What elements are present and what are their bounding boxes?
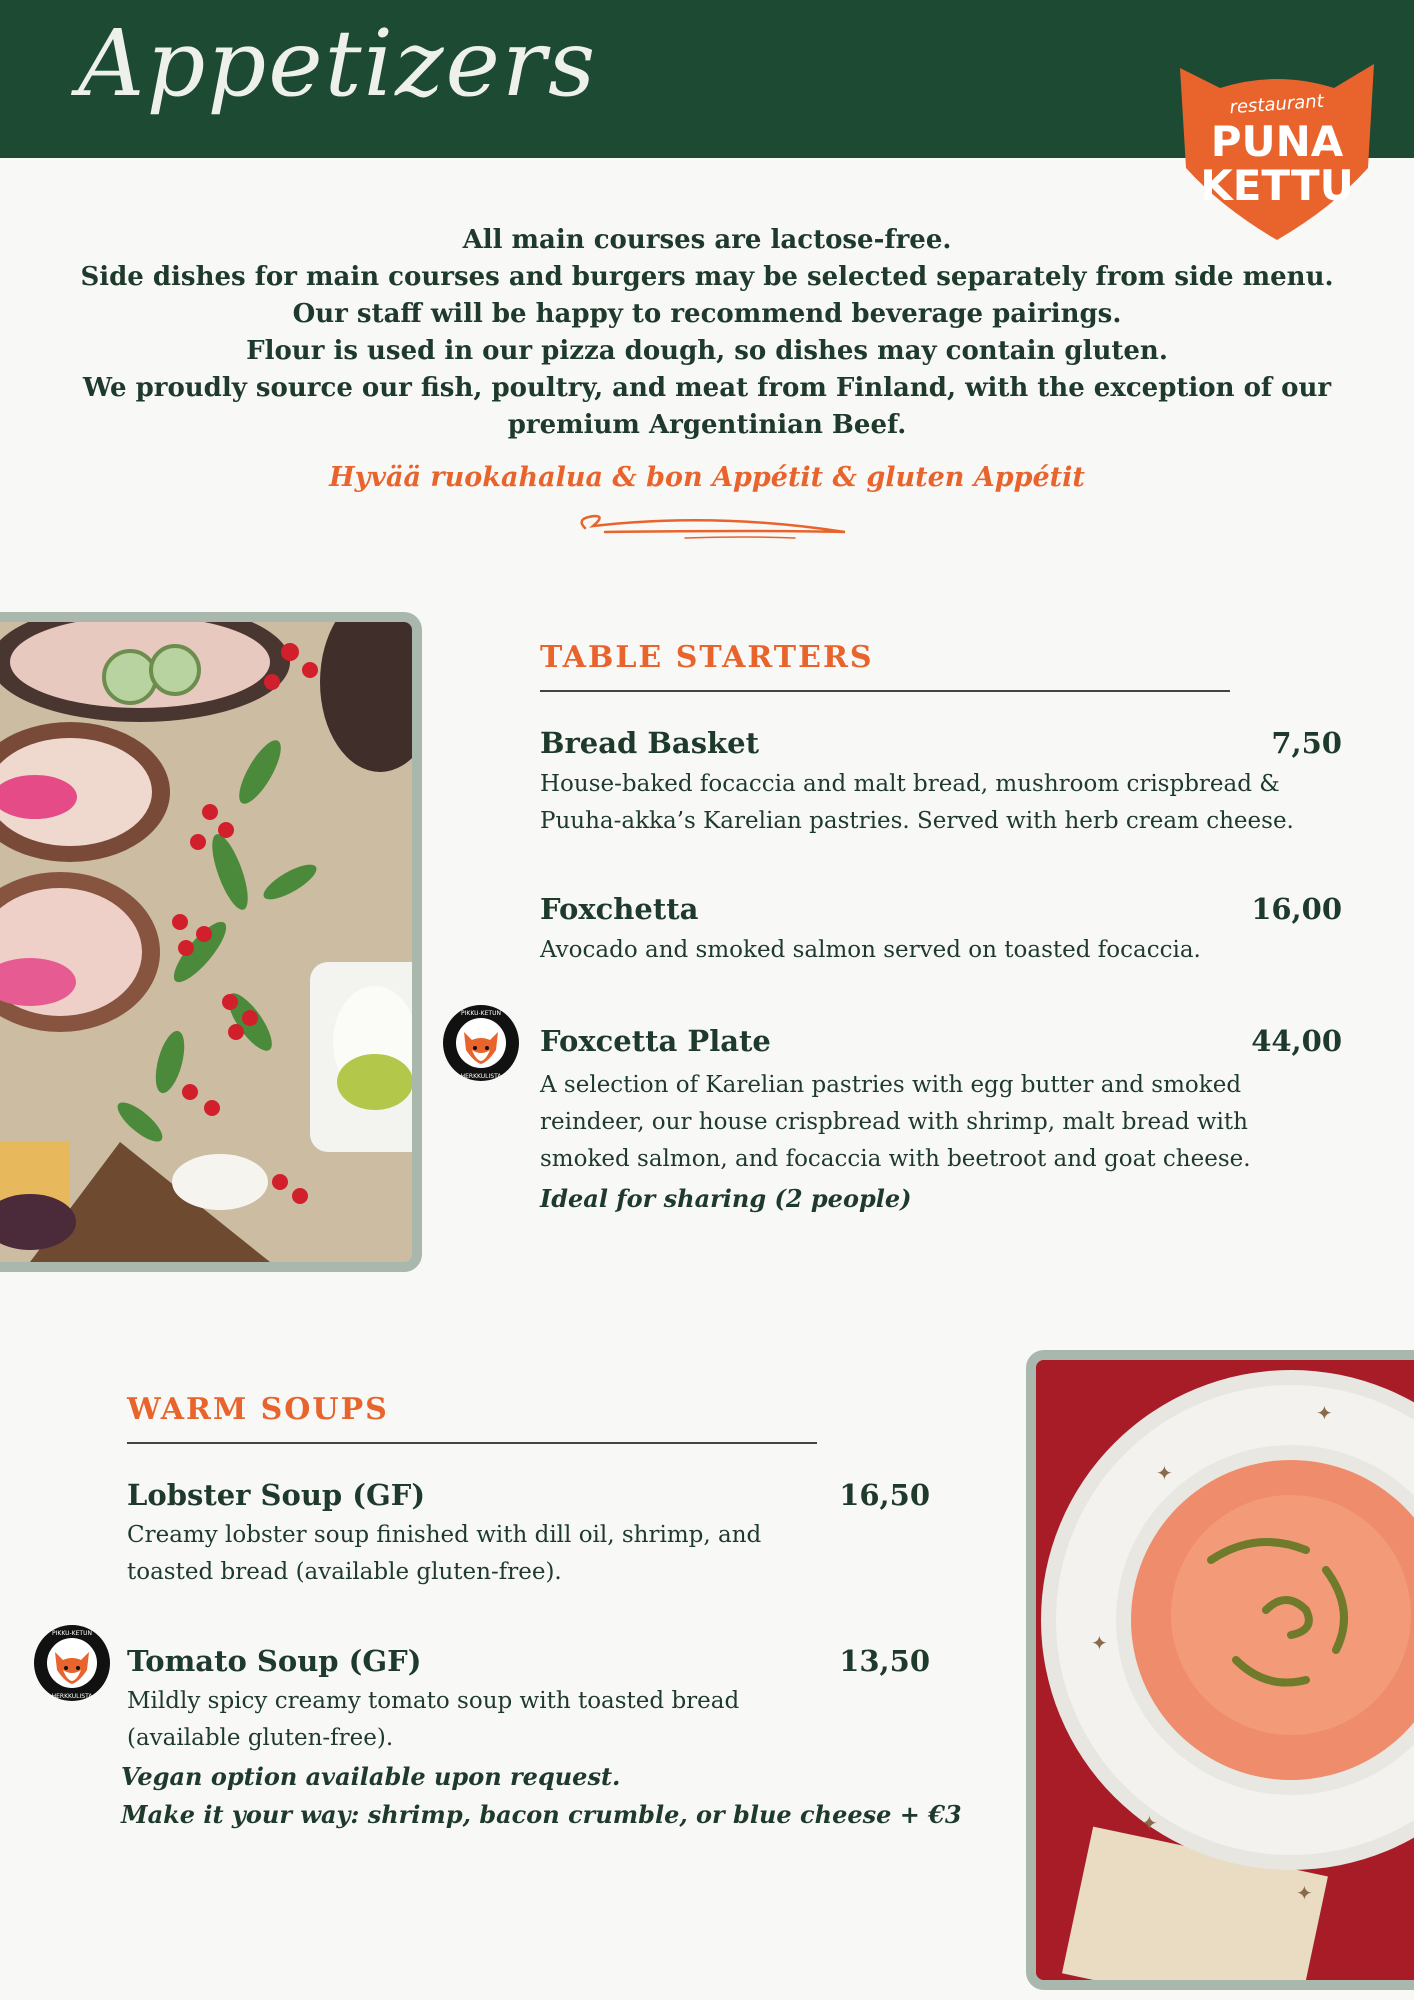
tagline: Hyvää ruokahalua & bon Appétit & gluten Appétit bbox=[329, 462, 1085, 493]
description-line: Puuha-akka’s Karelian pastries. Served with herb cream cheese. bbox=[540, 808, 1294, 834]
logo-word-puna: PUNA bbox=[1210, 117, 1344, 166]
item-price-tomato-soup: 13,50 bbox=[839, 1644, 930, 1678]
soup-note-add-ons: Make it your way: shrimp, bacon crumble, or blue cheese + €3 bbox=[121, 1800, 962, 1829]
item-description-lobster-soup bbox=[127, 1517, 761, 1591]
badge-bottom-text: HERKKULISTA bbox=[51, 1693, 93, 1700]
section-divider bbox=[127, 1442, 817, 1444]
description-line: reindeer, our house crispbread with shrimp, malt bread with bbox=[540, 1109, 1248, 1135]
item-name-lobster-soup: Lobster Soup (GF) bbox=[127, 1478, 426, 1512]
item-name-foxchetta: Foxchetta bbox=[540, 892, 699, 926]
decorative-swash bbox=[565, 506, 855, 546]
description-line: Mildly spicy creamy tomato soup with toasted bread bbox=[127, 1688, 740, 1714]
page-title: Appetizers bbox=[78, 10, 598, 117]
item-price-foxcetta-plate: 44,00 bbox=[1251, 1024, 1342, 1058]
description-line: smoked salmon, and focaccia with beetroot and goat cheese. bbox=[540, 1146, 1251, 1172]
item-price-lobster-soup: 16,50 bbox=[839, 1478, 930, 1512]
item-description-foxchetta bbox=[540, 932, 1201, 969]
item-name-bread-basket: Bread Basket bbox=[540, 726, 759, 760]
soup-note-vegan: Vegan option available upon request. bbox=[121, 1762, 621, 1791]
svg-text:✦: ✦ bbox=[1091, 1631, 1108, 1655]
description-line: (available gluten-free). bbox=[127, 1725, 394, 1751]
svg-text:✦: ✦ bbox=[1296, 1881, 1313, 1905]
svg-text:✦: ✦ bbox=[1141, 1811, 1158, 1835]
description-line: A selection of Karelian pastries with egg butter and smoked bbox=[540, 1072, 1242, 1098]
intro-line: We proudly source our fish, poultry, and meat from Finland, with the exception of our bbox=[82, 373, 1332, 403]
svg-text:✦: ✦ bbox=[1316, 1401, 1333, 1425]
item-price-bread-basket: 7,50 bbox=[1271, 726, 1342, 760]
intro-line: Flour is used in our pizza dough, so dishes may contain gluten. bbox=[246, 336, 1168, 366]
restaurant-logo bbox=[1172, 58, 1382, 248]
svg-text:✦: ✦ bbox=[1156, 1461, 1173, 1485]
intro-text bbox=[60, 222, 1354, 444]
fox-favorite-badge-icon bbox=[442, 1004, 520, 1082]
logo-subtitle: restaurant bbox=[1228, 90, 1325, 119]
appetizer-platter-photo bbox=[0, 612, 422, 1272]
badge-top-text: PIKKU-KETUN bbox=[52, 1630, 92, 1637]
description-line: Avocado and smoked salmon served on toasted focaccia. bbox=[540, 937, 1201, 963]
item-note-sharing: Ideal for sharing (2 people) bbox=[540, 1184, 912, 1213]
item-name-foxcetta-plate: Foxcetta Plate bbox=[540, 1024, 771, 1058]
description-line: Creamy lobster soup finished with dill oil, shrimp, and bbox=[127, 1522, 762, 1548]
item-price-foxchetta: 16,00 bbox=[1251, 892, 1342, 926]
item-description-bread-basket bbox=[540, 766, 1294, 840]
section-divider bbox=[540, 690, 1230, 692]
intro-line: All main courses are lactose-free. bbox=[462, 225, 952, 255]
item-description-foxcetta-plate bbox=[540, 1067, 1251, 1178]
item-description-tomato-soup bbox=[127, 1683, 739, 1757]
section-title-table-starters: TABLE STARTERS bbox=[540, 640, 874, 675]
badge-top-text: PIKKU-KETUN bbox=[461, 1010, 501, 1017]
intro-line: Side dishes for main courses and burgers may be selected separately from side menu. bbox=[80, 262, 1334, 292]
fox-favorite-badge-icon bbox=[33, 1624, 111, 1702]
intro-line: Our staff will be happy to recommend beverage pairings. bbox=[292, 299, 1122, 329]
logo-word-kettu: KETTU bbox=[1200, 161, 1354, 210]
item-name-tomato-soup: Tomato Soup (GF) bbox=[127, 1644, 422, 1678]
description-line: House-baked focaccia and malt bread, mushroom crispbread & bbox=[540, 771, 1280, 797]
tomato-soup-photo bbox=[1026, 1350, 1414, 1990]
intro-line: premium Argentinian Beef. bbox=[507, 410, 907, 440]
badge-bottom-text: HERKKULISTA bbox=[460, 1073, 502, 1080]
section-title-warm-soups: WARM SOUPS bbox=[127, 1392, 389, 1427]
description-line: toasted bread (available gluten-free). bbox=[127, 1559, 562, 1585]
